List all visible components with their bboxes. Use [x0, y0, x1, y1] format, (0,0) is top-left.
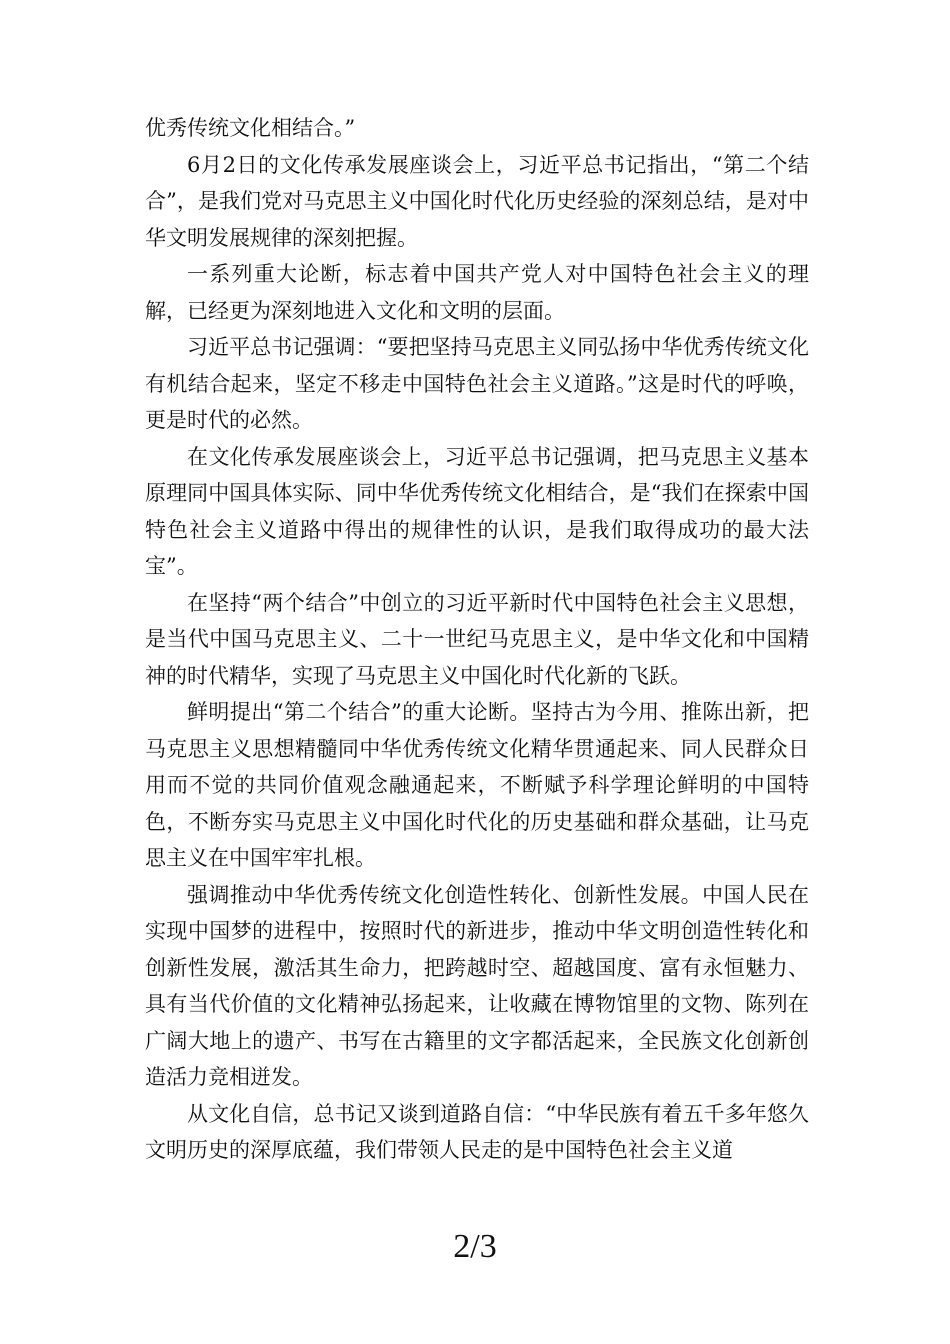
- paragraph: 6月2日的文化传承发展座谈会上，习近平总书记指出，“第二个结合”，是我们党对马克思主义中国化时代化历史经验的深刻总结，是对中华文明发展规律的深刻把握。: [145, 152, 809, 250]
- paragraph: 一系列重大论断，标志着中国共产党人对中国特色社会主义的理解，已经更为深刻地进入文化和文明的层面。: [145, 262, 809, 323]
- paragraph-continuation: 优秀传统文化相结合。”: [145, 116, 356, 140]
- paragraph: 在坚持“两个结合”中创立的习近平新时代中国特色社会主义思想，是当代中国马克思主义、二十一世纪马克思主义，是中华文化和中国精神的时代精华，实现了马克思主义中国化时代化新的飞跃。: [145, 590, 809, 688]
- paragraph: 从文化自信，总书记又谈到道路自信：“中华民族有着五千多年悠久文明历史的深厚底蕴，我们带领人民走的是中国特色社会主义道: [145, 1101, 809, 1162]
- paragraph: 鲜明提出“第二个结合”的重大论断。坚持古为今用、推陈出新，把马克思主义思想精髓同中华优秀传统文化精华贯通起来、同人民群众日用而不觉的共同价值观念融通起来，不断赋予科学理论鲜明的中国特色，不断夯实马克思主义中国化时代化的历史基础和群众基础，让马克思主义在中国牢牢扎根。: [145, 700, 809, 870]
- paragraph: 在文化传承发展座谈会上，习近平总书记强调，把马克思主义基本原理同中国具体实际、同中华优秀传统文化相结合，是“我们在探索中国特色社会主义道路中得出的规律性的认识，是我们取得成功的最大法宝”。: [145, 444, 809, 578]
- paragraph: 强调推动中华优秀传统文化创造性转化、创新性发展。中国人民在实现中国梦的进程中，按照时代的新进步，推动中华文明创造性转化和创新性发展，激活其生命力，把跨越时空、超越国度、富有永恒魅力、具有当代价值的文化精神弘扬起来，让收藏在博物馆里的文物、陈列在广阔大地上的遗产、书写在古籍里的文字都活起来，全民族文化创新创造活力竞相迸发。: [145, 882, 809, 1089]
- document-body: [145, 110, 809, 1169]
- paragraph: 习近平总书记强调：“要把坚持马克思主义同弘扬中华优秀传统文化有机结合起来，坚定不移走中国特色社会主义道路。”这是时代的呼唤，更是时代的必然。: [145, 335, 809, 432]
- page-number: 2/3: [453, 1228, 497, 1265]
